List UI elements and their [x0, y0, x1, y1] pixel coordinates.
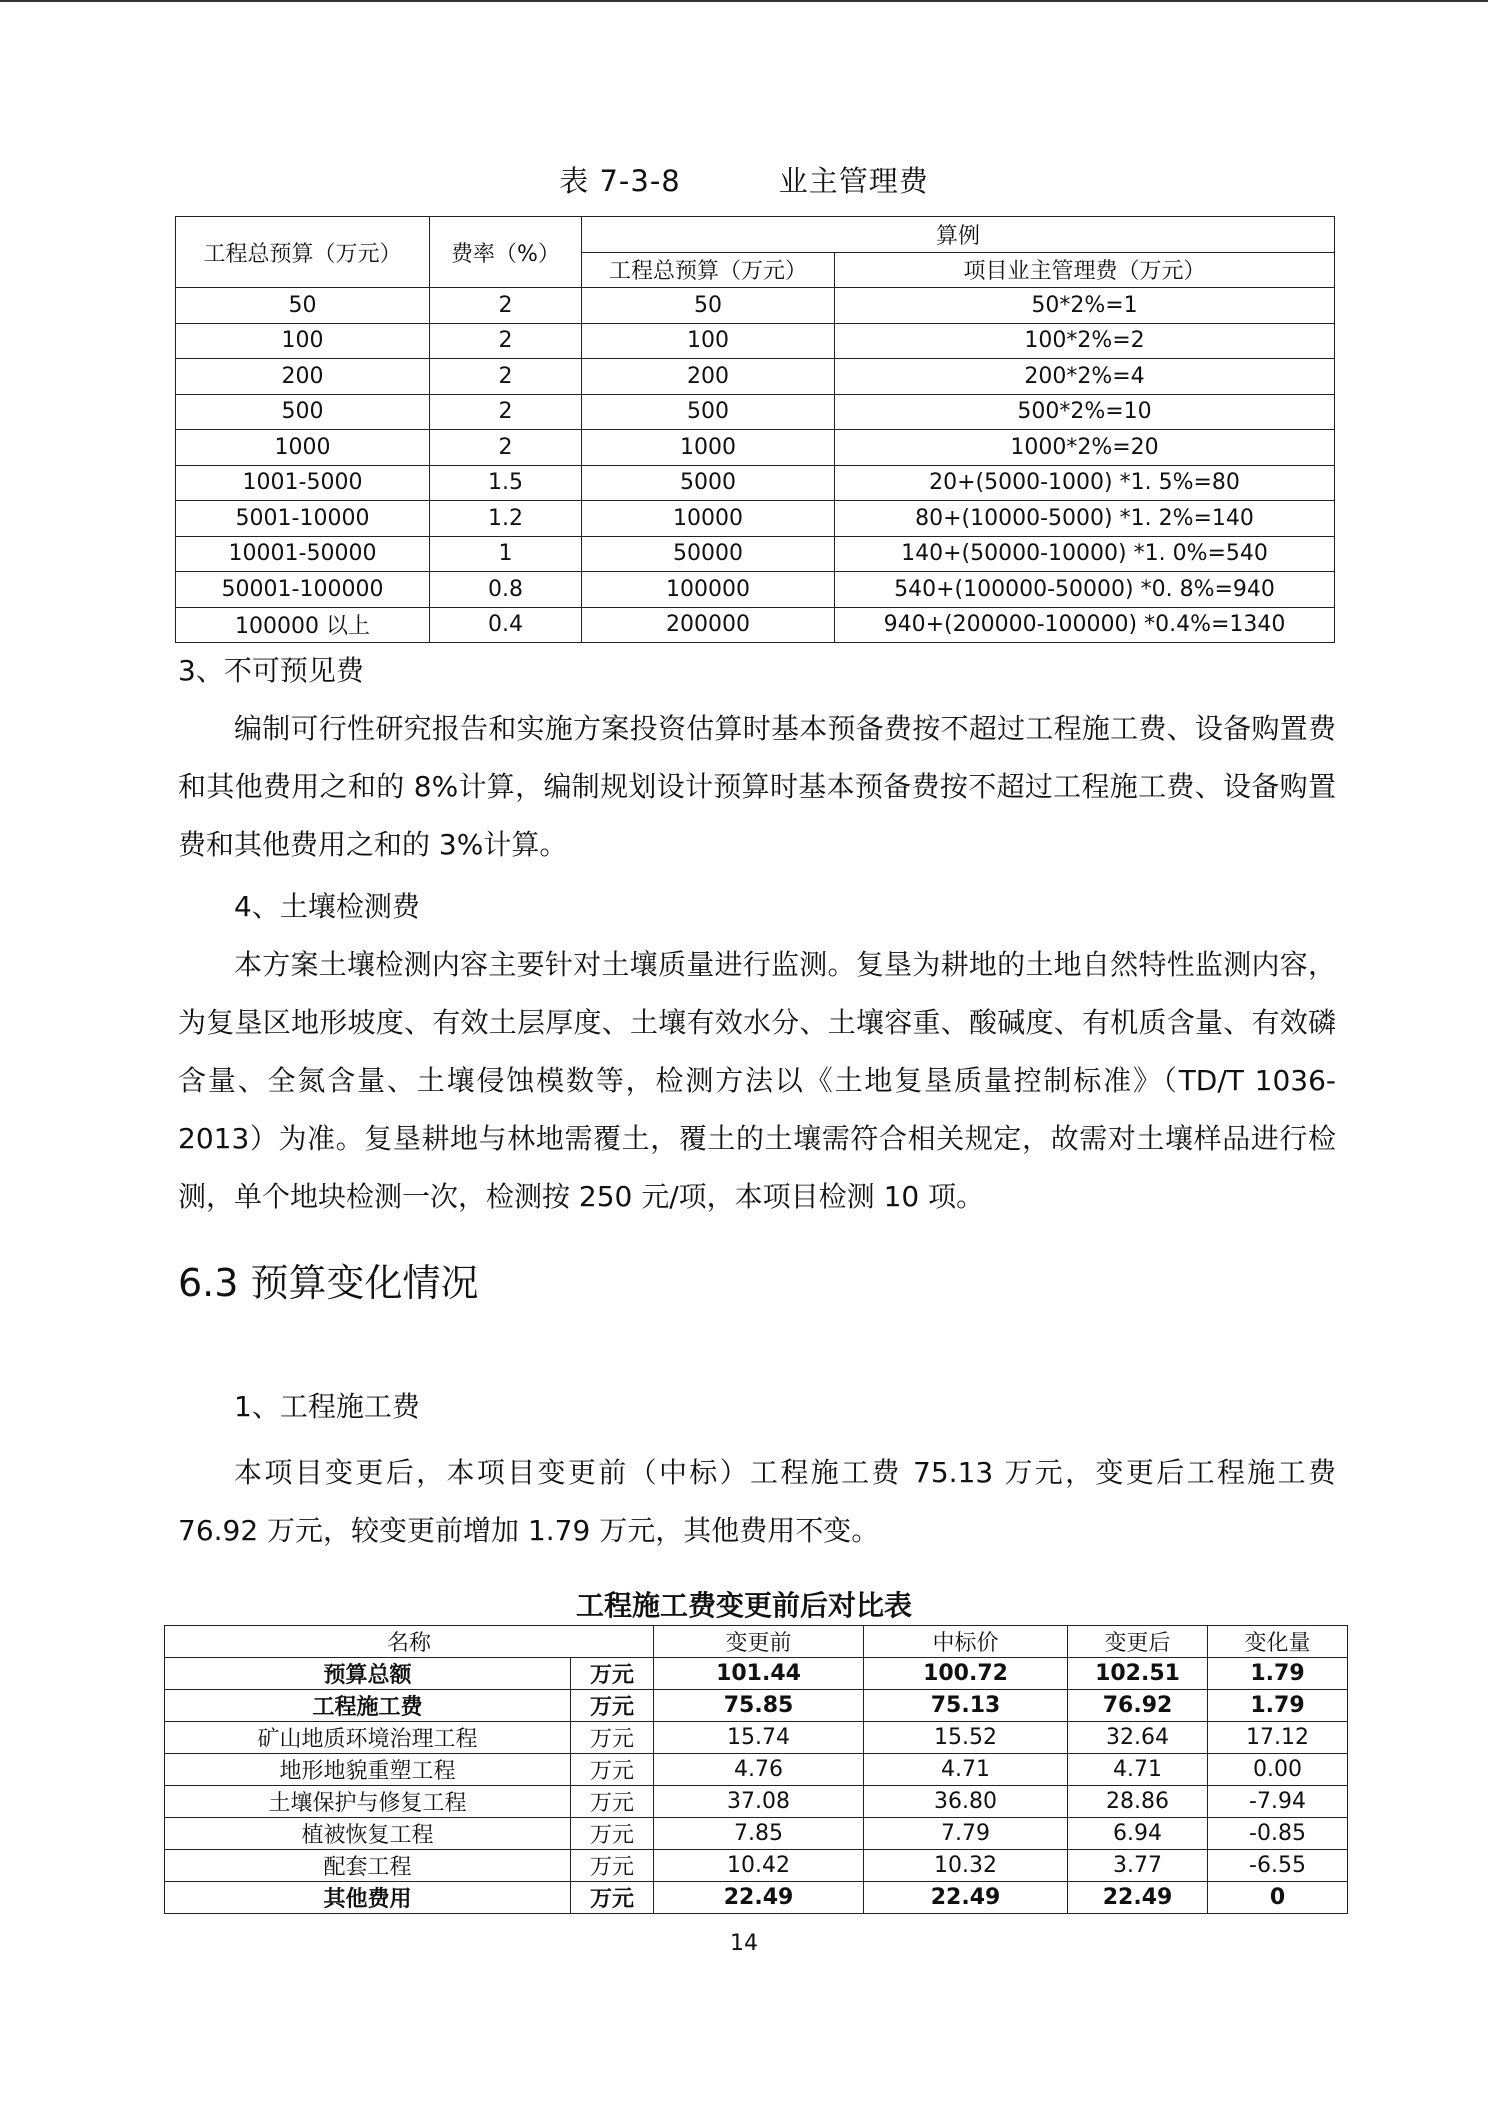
example-fee-cell: 50*2%=1: [835, 288, 1335, 324]
after-cell: 6.94: [1068, 1818, 1208, 1850]
unit-cell: 万元: [571, 1786, 654, 1818]
unit-cell: 万元: [571, 1722, 654, 1754]
example-fee-cell: 80+(10000-5000) *1. 2%=140: [835, 501, 1335, 537]
example-budget-cell: 1000: [582, 430, 835, 466]
name-cell: 矿山地质环境治理工程: [165, 1722, 571, 1754]
example-budget-cell: 50000: [582, 536, 835, 572]
table1-caption: [0, 159, 1488, 200]
name-cell: 其他费用: [165, 1882, 571, 1914]
bid-cell: 75.13: [864, 1690, 1068, 1722]
table-row: [176, 359, 1335, 395]
name-cell: 土壤保护与修复工程: [165, 1786, 571, 1818]
table-row: [176, 394, 1335, 430]
after-cell: 22.49: [1068, 1882, 1208, 1914]
bid-cell: 100.72: [864, 1658, 1068, 1690]
after-cell: 76.92: [1068, 1690, 1208, 1722]
table-row: [165, 1786, 1348, 1818]
budget-cell: 10001-50000: [176, 536, 430, 572]
example-fee-cell: 540+(100000-50000) *0. 8%=940: [835, 572, 1335, 608]
section-4-heading: 4、土壤检测费: [234, 890, 420, 923]
header-change: 变化量: [1208, 1626, 1348, 1658]
bid-cell: 22.49: [864, 1882, 1068, 1914]
example-fee-cell: 100*2%=2: [835, 323, 1335, 359]
before-cell: 10.42: [654, 1850, 864, 1882]
example-fee-cell: 200*2%=4: [835, 359, 1335, 395]
after-cell: 102.51: [1068, 1658, 1208, 1690]
header-before: 变更前: [654, 1626, 864, 1658]
unit-cell: 万元: [571, 1850, 654, 1882]
name-cell: 地形地貌重塑工程: [165, 1754, 571, 1786]
table-row: [176, 501, 1335, 537]
after-cell: 28.86: [1068, 1786, 1208, 1818]
table-row: [176, 323, 1335, 359]
rate-cell: 1.2: [430, 501, 582, 537]
rate-cell: 1.5: [430, 465, 582, 501]
example-fee-cell: 20+(5000-1000) *1. 5%=80: [835, 465, 1335, 501]
name-cell: 工程施工费: [165, 1690, 571, 1722]
header-total-budget: 工程总预算（万元）: [176, 217, 430, 288]
example-budget-cell: 200: [582, 359, 835, 395]
rate-cell: 2: [430, 288, 582, 324]
section-6-3-subheading: 1、工程施工费: [234, 1390, 420, 1423]
example-fee-cell: 940+(200000-100000) *0.4%=1340: [835, 607, 1335, 643]
example-fee-cell: 140+(50000-10000) *1. 0%=540: [835, 536, 1335, 572]
rate-cell: 2: [430, 323, 582, 359]
example-budget-cell: 200000: [582, 607, 835, 643]
header-after: 变更后: [1068, 1626, 1208, 1658]
construction-cost-comparison-table: [164, 1625, 1348, 1914]
table1-caption-title: 业主管理费: [778, 164, 929, 198]
example-budget-cell: 50: [582, 288, 835, 324]
table-row: [165, 1658, 1348, 1690]
after-cell: 32.64: [1068, 1722, 1208, 1754]
example-fee-cell: 500*2%=10: [835, 394, 1335, 430]
table-row: [176, 288, 1335, 324]
name-cell: 配套工程: [165, 1850, 571, 1882]
rate-cell: 2: [430, 359, 582, 395]
rate-cell: 1: [430, 536, 582, 572]
unit-cell: 万元: [571, 1754, 654, 1786]
before-cell: 15.74: [654, 1722, 864, 1754]
header-rate: 费率（%）: [430, 217, 582, 288]
unit-cell: 万元: [571, 1818, 654, 1850]
budget-cell: 200: [176, 359, 430, 395]
section-3: [178, 642, 1336, 1226]
table-row: [165, 1882, 1348, 1914]
table-row: [176, 607, 1335, 643]
table-row: [176, 430, 1335, 466]
before-cell: 101.44: [654, 1658, 864, 1690]
table1-caption-number: 表 7-3-8: [559, 164, 681, 198]
change-cell: -7.94: [1208, 1786, 1348, 1818]
budget-cell: 100: [176, 323, 430, 359]
unit-cell: 万元: [571, 1658, 654, 1690]
bid-cell: 4.71: [864, 1754, 1068, 1786]
before-cell: 4.76: [654, 1754, 864, 1786]
after-cell: 3.77: [1068, 1850, 1208, 1882]
rate-cell: 0.4: [430, 607, 582, 643]
change-cell: 1.79: [1208, 1690, 1348, 1722]
change-cell: 0.00: [1208, 1754, 1348, 1786]
header-example: 算例: [582, 217, 1335, 253]
page-number: 14: [730, 1931, 758, 1956]
header-example-budget: 工程总预算（万元）: [582, 252, 835, 288]
before-cell: 75.85: [654, 1690, 864, 1722]
budget-cell: 5001-10000: [176, 501, 430, 537]
name-cell: 植被恢复工程: [165, 1818, 571, 1850]
before-cell: 22.49: [654, 1882, 864, 1914]
budget-cell: 1000: [176, 430, 430, 466]
example-budget-cell: 10000: [582, 501, 835, 537]
example-budget-cell: 100: [582, 323, 835, 359]
section-6-3-paragraph: 本项目变更后，本项目变更前（中标）工程施工费 75.13 万元，变更后工程施工费 76.92 万元，较变更前增加 1.79 万元，其他费用不变。: [178, 1456, 1336, 1547]
section-3-heading: 3、不可预见费: [178, 654, 364, 687]
before-cell: 7.85: [654, 1818, 864, 1850]
rate-cell: 2: [430, 430, 582, 466]
bid-cell: 7.79: [864, 1818, 1068, 1850]
header-bid-price: 中标价: [864, 1626, 1068, 1658]
table-row: [165, 1754, 1348, 1786]
unit-cell: 万元: [571, 1690, 654, 1722]
example-fee-cell: 1000*2%=20: [835, 430, 1335, 466]
table-row: [176, 536, 1335, 572]
header-name: 名称: [165, 1626, 654, 1658]
budget-cell: 1001-5000: [176, 465, 430, 501]
budget-cell: 50: [176, 288, 430, 324]
after-cell: 4.71: [1068, 1754, 1208, 1786]
header-example-fee: 项目业主管理费（万元）: [835, 252, 1335, 288]
section-6-3-body: [178, 1378, 1336, 1560]
table-row: [176, 465, 1335, 501]
name-cell: 预算总额: [165, 1658, 571, 1690]
rate-cell: 0.8: [430, 572, 582, 608]
table2-caption: 工程施工费变更前后对比表: [575, 1589, 912, 1622]
budget-cell: 50001-100000: [176, 572, 430, 608]
bid-cell: 15.52: [864, 1722, 1068, 1754]
section-6-3-title: 6.3 预算变化情况: [178, 1261, 479, 1305]
rate-cell: 2: [430, 394, 582, 430]
table-row: [165, 1850, 1348, 1882]
example-budget-cell: 5000: [582, 465, 835, 501]
change-cell: 1.79: [1208, 1658, 1348, 1690]
budget-cell: 500: [176, 394, 430, 430]
table-row: [176, 572, 1335, 608]
unit-cell: 万元: [571, 1882, 654, 1914]
change-cell: 0: [1208, 1882, 1348, 1914]
example-budget-cell: 500: [582, 394, 835, 430]
change-cell: -0.85: [1208, 1818, 1348, 1850]
section-4-body: 本方案土壤检测内容主要针对土壤质量进行监测。复垦为耕地的土地自然特性监测内容，为复垦区地形坡度、有效土层厚度、土壤有效水分、土壤容重、酸碱度、有机质含量、有效磷含量、全氮含量、土壤侵蚀模数等，检测方法以《土地复垦质量控制标准》（TD/T 1036-2013）为准。复垦耕地与林地需覆土，覆土的土壤需符合相关规定，故需对土壤样品进行检测，单个地块检测一次，检测按 250 元/项，本项目检测 10 项。: [178, 948, 1336, 1213]
table-row: [165, 1818, 1348, 1850]
bid-cell: 10.32: [864, 1850, 1068, 1882]
budget-cell: 100000 以上: [176, 607, 430, 643]
owner-management-fee-table: [175, 216, 1335, 643]
before-cell: 37.08: [654, 1786, 864, 1818]
bid-cell: 36.80: [864, 1786, 1068, 1818]
change-cell: 17.12: [1208, 1722, 1348, 1754]
table-row: [165, 1722, 1348, 1754]
table-row: [165, 1690, 1348, 1722]
change-cell: -6.55: [1208, 1850, 1348, 1882]
example-budget-cell: 100000: [582, 572, 835, 608]
section-3-body: 编制可行性研究报告和实施方案投资估算时基本预备费按不超过工程施工费、设备购置费和其他费用之和的 8%计算，编制规划设计预算时基本预备费按不超过工程施工费、设备购置费和其他费用之和的 3%计算。: [178, 712, 1336, 861]
